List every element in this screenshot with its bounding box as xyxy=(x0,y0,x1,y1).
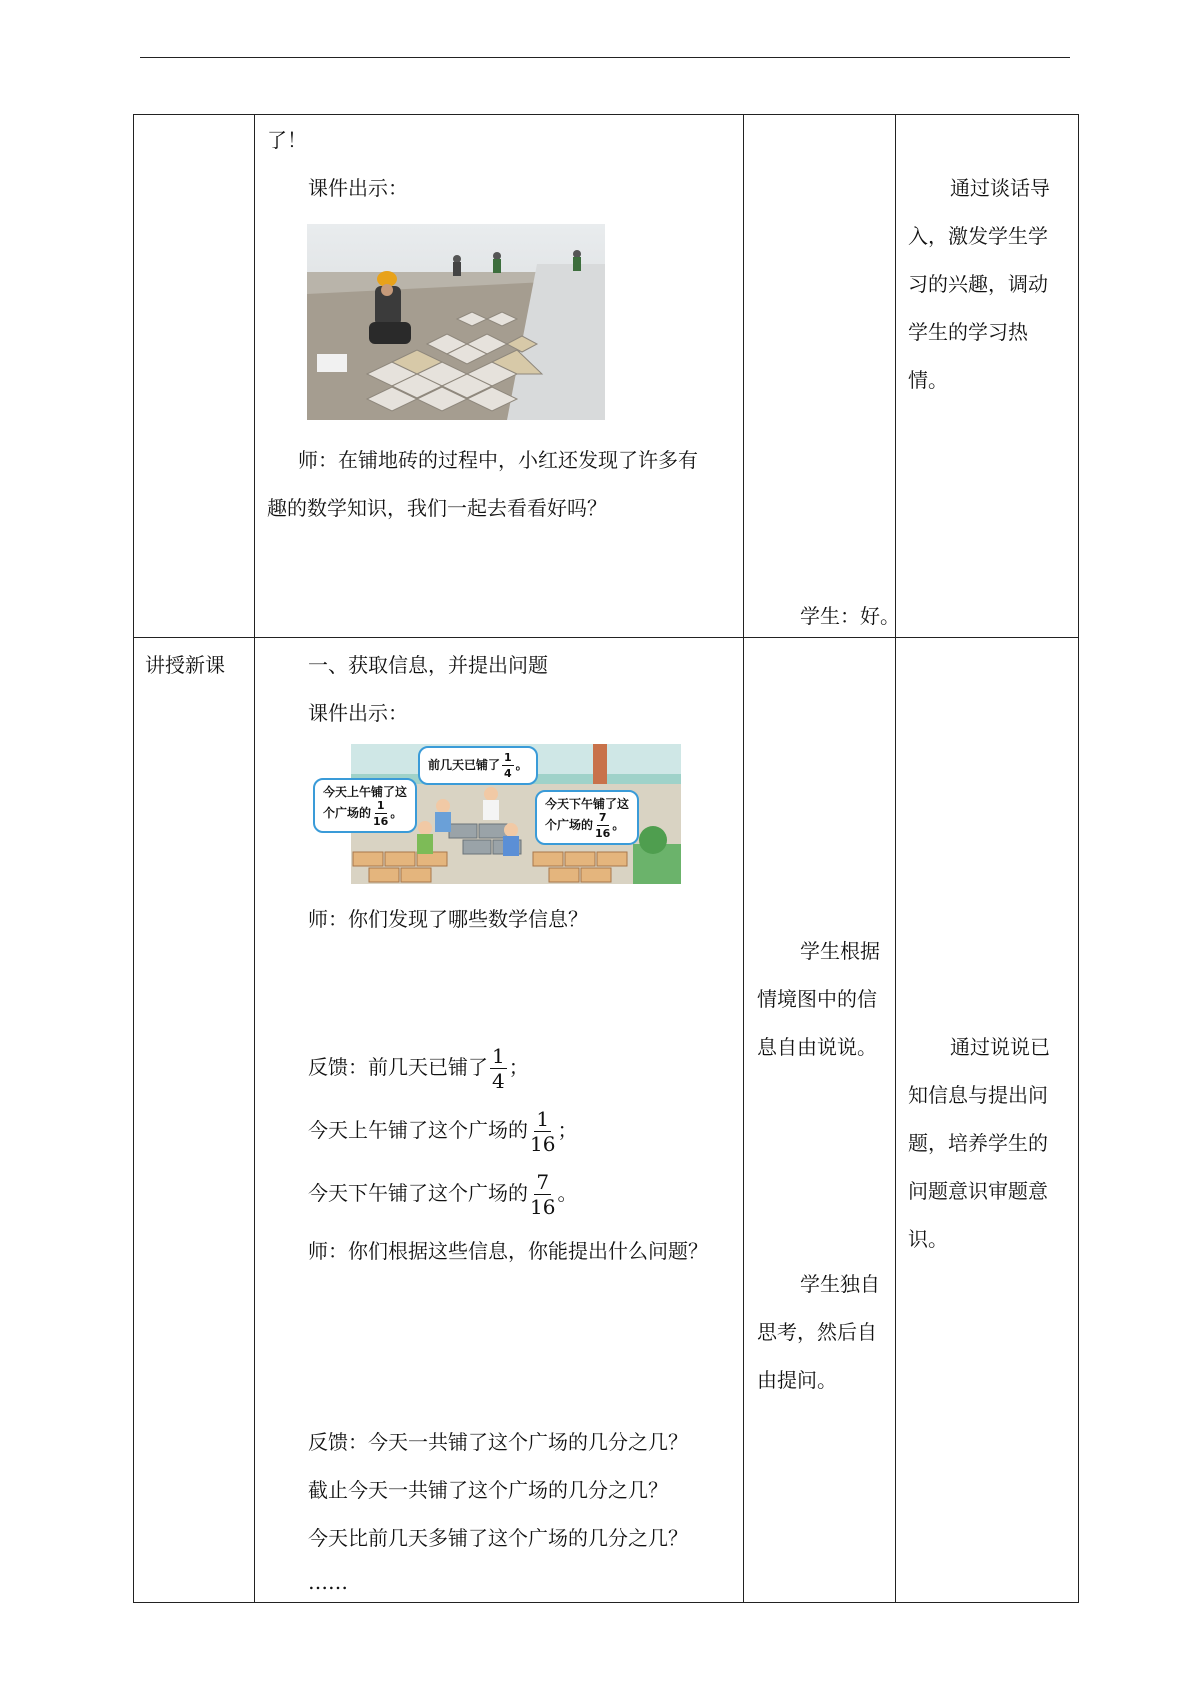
text-line: 师：你们发现了哪些数学信息？ xyxy=(308,907,588,931)
denominator: 16 xyxy=(530,1195,556,1219)
student-cell xyxy=(744,638,896,1603)
fraction xyxy=(530,1172,555,1217)
intent-line: 习的兴趣，调动 xyxy=(908,272,1048,296)
student-line: 学生独自 xyxy=(800,1272,880,1296)
fraction xyxy=(373,800,388,827)
feedback-text: 今天上午铺了这个广场的 xyxy=(308,1118,528,1142)
text-line: 课件出示： xyxy=(308,176,408,200)
feedback-line xyxy=(308,1046,529,1091)
fraction xyxy=(530,1109,555,1154)
numerator: 1 xyxy=(536,1107,550,1131)
student-line: 学生根据 xyxy=(800,939,880,963)
ellipsis: …… xyxy=(308,1570,348,1594)
student-line: 息自由说说。 xyxy=(757,1035,877,1059)
intent-cell xyxy=(896,638,1079,1603)
text-line: 反馈：今天一共铺了这个广场的几分之几？ xyxy=(308,1430,688,1454)
text-line: 师：你们根据这些信息，你能提出什么问题？ xyxy=(308,1239,708,1263)
intent-line: 知信息与提出问 xyxy=(908,1083,1048,1107)
intent-line: 识。 xyxy=(908,1227,948,1251)
numerator: 1 xyxy=(504,751,512,764)
section-heading: 一、获取信息，并提出问题 xyxy=(308,653,548,677)
header-rule xyxy=(140,57,1070,58)
numerator: 1 xyxy=(376,799,385,812)
bubble-text: 今天下午铺了这 xyxy=(545,797,630,811)
bubble-text: 。 xyxy=(390,806,403,820)
denominator: 4 xyxy=(492,1069,505,1093)
plaza-tiling-illustration xyxy=(313,744,681,884)
student-line: 由提问。 xyxy=(757,1368,837,1392)
text-line: 趣的数学知识，我们一起去看看好吗？ xyxy=(267,496,607,520)
feedback-line xyxy=(308,1109,577,1154)
student-response: 学生：好。 xyxy=(800,604,900,628)
intent-line: 学生的学习热 xyxy=(908,320,1028,344)
feedback-text: ； xyxy=(557,1118,578,1142)
text-line: 师：在铺地砖的过程中，小红还发现了许多有 xyxy=(298,448,698,472)
intent-line: 情。 xyxy=(908,368,948,392)
feedback-text: 今天下午铺了这个广场的 xyxy=(308,1181,528,1205)
fraction xyxy=(490,1046,507,1091)
text-line: 了！ xyxy=(267,128,307,152)
intent-line: 通过谈话导 xyxy=(950,176,1050,200)
feedback-text: ； xyxy=(508,1055,529,1079)
feedback-text: 反馈：前几天已铺了 xyxy=(308,1055,488,1079)
intent-line: 入，激发学生学 xyxy=(908,224,1048,248)
text-line: 课件出示： xyxy=(308,701,408,725)
intent-line: 问题意识审题意 xyxy=(908,1179,1048,1203)
bubble-text: 前几天已铺了 xyxy=(428,758,501,772)
bubble-text: 个广场的 xyxy=(545,818,594,832)
bubble-text: 。 xyxy=(515,758,528,772)
numerator: 1 xyxy=(492,1044,505,1068)
text-line: 截止今天一共铺了这个广场的几分之几？ xyxy=(308,1478,668,1502)
denominator: 4 xyxy=(504,767,512,780)
feedback-line xyxy=(308,1172,577,1217)
text-line: 今天比前几天多铺了这个广场的几分之几？ xyxy=(308,1526,688,1550)
denominator: 16 xyxy=(595,827,611,840)
student-cell xyxy=(744,115,896,638)
speech-bubble xyxy=(535,790,639,845)
stage-cell xyxy=(134,638,255,1603)
intent-line: 题，培养学生的 xyxy=(908,1131,1048,1155)
denominator: 16 xyxy=(530,1132,556,1156)
speech-bubble xyxy=(418,746,538,785)
numerator: 7 xyxy=(536,1170,550,1194)
stage-label: 讲授新课 xyxy=(145,653,225,677)
denominator: 16 xyxy=(373,815,389,828)
stage-cell-empty xyxy=(134,115,255,638)
bubble-text: 个广场的 xyxy=(323,806,372,820)
intent-line: 通过说说已 xyxy=(950,1035,1050,1059)
bubble-text: 今天上午铺了这 xyxy=(323,785,408,799)
feedback-text: 。 xyxy=(557,1181,578,1205)
fraction xyxy=(595,812,610,839)
student-line: 思考，然后自 xyxy=(757,1320,877,1344)
student-line: 情境图中的信 xyxy=(757,987,877,1011)
speech-bubble xyxy=(313,778,417,833)
fraction xyxy=(502,752,514,779)
numerator: 7 xyxy=(598,811,607,824)
tiling-worker-photo xyxy=(307,224,605,420)
bubble-text: 。 xyxy=(612,818,625,832)
